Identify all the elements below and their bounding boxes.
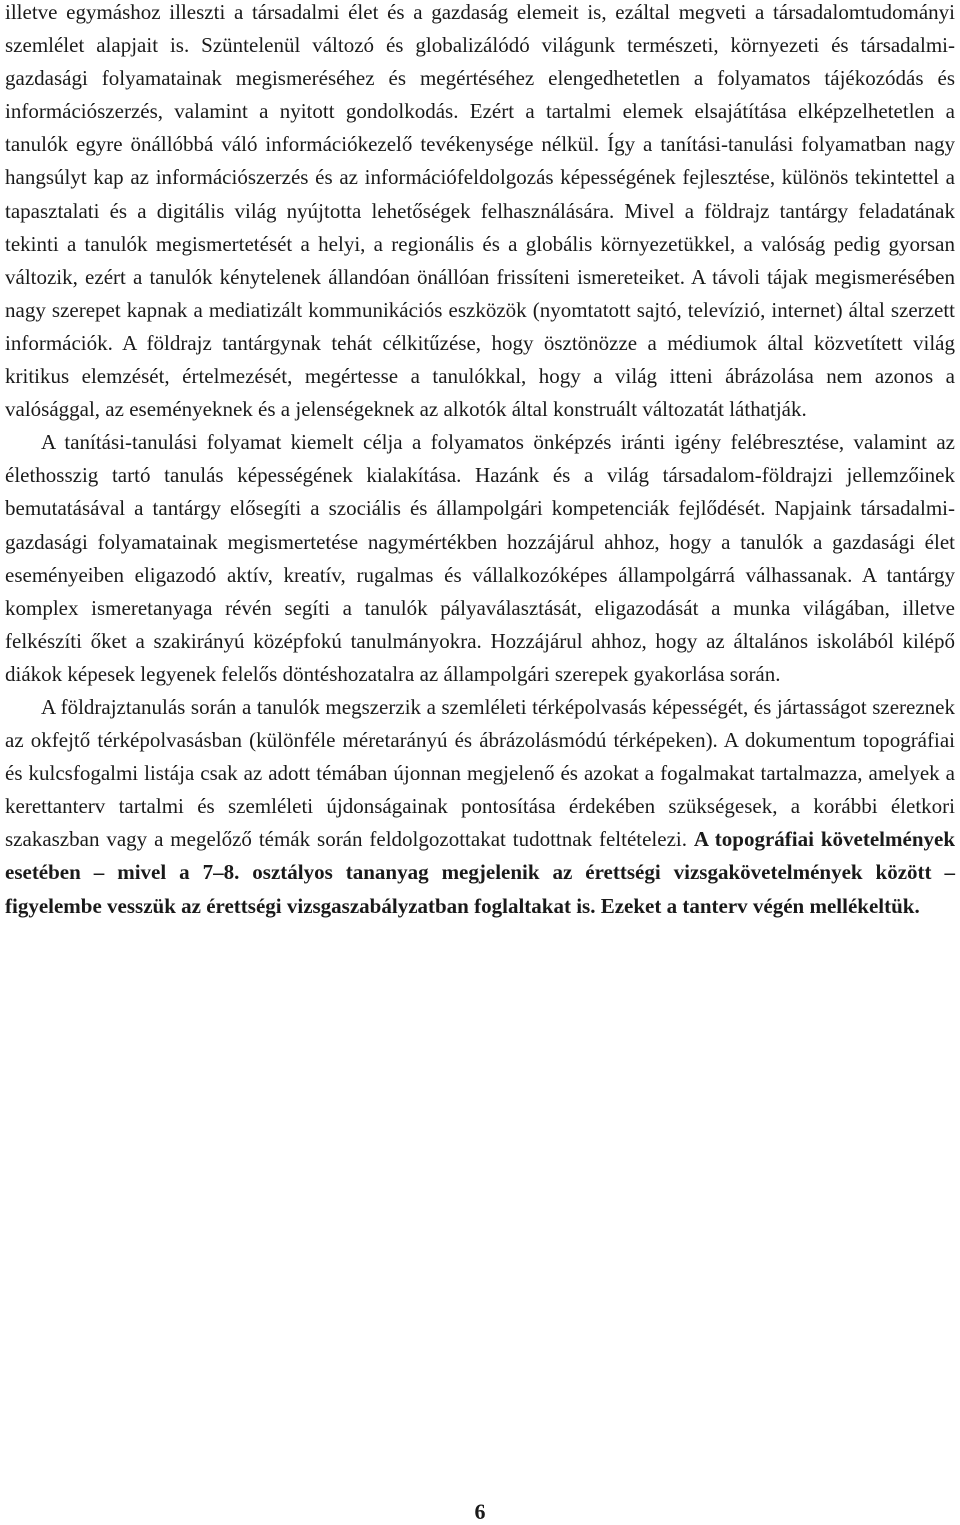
paragraph-3 [5,691,955,923]
paragraph-3-text: A földrajztanulás során a tanulók megszerzik a szemléleti térképolvasás képességét, és jártasságot szereznek az okfejtő térképolvasásban (különféle méretarányú és ábrázolásmódú térképeken). A dokumentum topográfiai és kulcsfogalmi listája csak az adott témában újonnan megjelenő és azokat a fogalmakat tartalmazza, amelyek a kerettanterv tartalmi és szemléleti újdonságainak pontosítása érdekében szükségesek, a korábbi életkori szakaszban vagy a megelőző témák során feldolgozottakat tudottnak feltételezi. [5,694,955,852]
paragraph-1 [5,0,955,426]
paragraph-2 [5,426,955,691]
paragraph-3-bold-text: A topográfiai követelmények esetében – mivel a 7–8. osztályos tananyag megjelenik az érettségi vizsgakövetelmények között – figyelembe vesszük az érettségi vizsgaszabályzatban foglaltakat is. Ezeket a tanterv végén mellékeltük. [5,827,956,918]
page-number: 6 [474,1499,486,1524]
document-body [5,0,955,923]
paragraph-2-text: A tanítási-tanulási folyamat kiemelt célja a folyamatos önképzés iránti igény felébresztése, valamint az élethosszig tartó tanulás képességének kialakítása. Hazánk és a világ társadalom-földrajzi jellemzőinek bemutatásával a tantárgy elősegíti a szociális és állampolgári kompetenciák fejlődését. Napjaink társadalmi-gazdasági folyamatainak megismertetése nagymértékben hozzájárul ahhoz, hogy a tanulók a gazdasági élet eseményeiben eligazodó aktív, kreatív, rugalmas és vállalkozóképes állampolgárrá válhassanak. A tantárgy komplex ismeretanyaga révén segíti a tanulók pályaválasztását, eligazodását a munka világában, illetve felkészíti őket a szakirányú középfokú tanulmányokra. Hozzájárul ahhoz, hogy az általános iskolából kilépő diákok képesek legyenek felelős döntéshozatalra az állampolgári szerepek gyakorlása során. [5,430,955,686]
paragraph-1-text: illetve egymáshoz illeszti a társadalmi élet és a gazdaság elemeit is, ezáltal megveti a társadalomtudományi szemlélet alapjait is. Szüntelenül változó és globalizálódó világunk természeti, környezeti és társadalmi-gazdasági folyamatainak megismeréséhez és megértéséhez elengedhetetlen a folyamatos tájékozódás és információszerzés, valamint a nyitott gondolkodás. Ezért a tartalmi elemek elsajátítása elképzelhetetlen a tanulók egyre önállóbbá váló információkezelő tevékenysége nélkül. Így a tanítási-tanulási folyamatban nagy hangsúlyt kap az információszerzés és az információfeldolgozás képességének fejlesztése, különös tekintettel a tapasztalati és a digitális világ nyújtotta lehetőségek felhasználására. Mivel a földrajz tantárgy feladatának tekinti a tanulók megismertetését a helyi, a regionális és a globális környezetükkel, a valóság pedig gyorsan változik, ezért a tanulók kénytelenek állandóan önállóan frissíteni ismereteiket. A távoli tájak megismerésében nagy szerepet kapnak a mediatizált kommunikációs eszközök (nyomtatott sajtó, televízió, internet) által szerzett információk. A földrajz tantárgynak tehát célkitűzése, hogy ösztönözze a médiumok által közvetített világ kritikus elemzését, értelmezését, megértesse a tanulókkal, hogy a világ itteni ábrázolása nem azonos a valósággal, az eseményeknek és a jelenségeknek az alkotók által konstruált változatát láthatják. [5,0,955,422]
